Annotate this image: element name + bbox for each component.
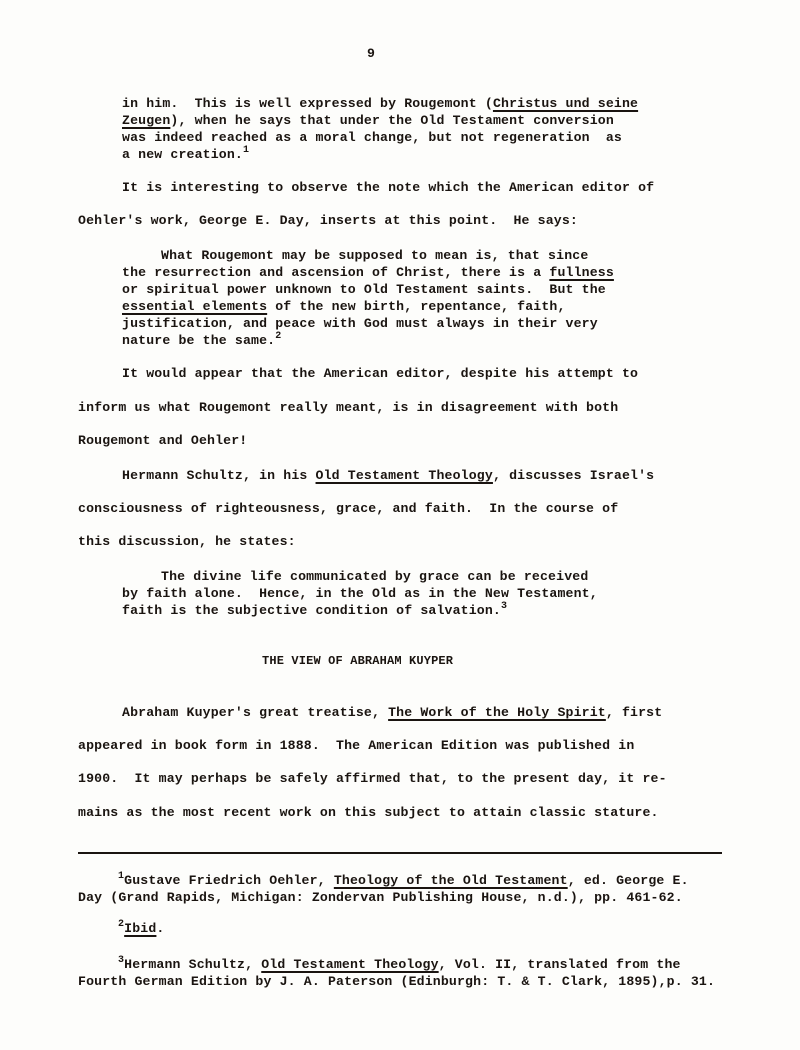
footnote-line — [118, 921, 165, 939]
text-run: Hermann Schultz, in his — [122, 468, 316, 483]
text-run: of the new birth, repentance, faith, — [267, 299, 566, 314]
book-title-oehler: Theology of the Old Testament — [333, 873, 568, 888]
book-title-zeugen: Zeugen — [122, 113, 171, 128]
footnote-line: Day (Grand Rapids, Michigan: Zondervan Publishing House, n.d.), pp. 461-62. — [78, 890, 683, 905]
text-run: , ed. George E. — [567, 873, 689, 888]
page-number: 9 — [367, 46, 376, 61]
quote-line — [122, 265, 614, 281]
paragraph-line: appeared in book form in 1888. The American Edition was published in — [78, 738, 635, 753]
text-run: the resurrection and ascension of Christ, there is a — [122, 265, 550, 280]
book-title-work-holy-spirit: The Work of the Holy Spirit — [388, 705, 606, 720]
quote-line: by faith alone. Hence, in the Old as in the New Testament, — [122, 586, 598, 601]
footnote-marker: 3 — [501, 601, 508, 612]
footnote-line: Fourth German Edition by J. A. Paterson (Edinburgh: T. & T. Clark, 1895),p. 31. — [78, 974, 716, 989]
paragraph-line: Rougemont and Oehler! — [78, 433, 248, 448]
paragraph-line — [122, 147, 249, 165]
paragraph-line: inform us what Rougemont really meant, is in disagreement with both — [78, 400, 619, 415]
text-run: Hermann Schultz, — [124, 957, 262, 972]
footnote-line — [118, 957, 681, 975]
quote-line: or spiritual power unknown to Old Testament saints. But the — [122, 282, 606, 297]
text-run: Abraham Kuyper's great treatise, — [122, 705, 389, 720]
footnote-marker: 2 — [275, 331, 282, 342]
paragraph-line: It is interesting to observe the note which the American editor of — [122, 180, 655, 195]
paragraph-line — [122, 96, 638, 112]
quote-line: justification, and peace with God must always in their very — [122, 316, 598, 331]
paragraph-line: 1900. It may perhaps be safely affirmed that, to the present day, it re- — [78, 771, 667, 786]
paragraph-line: Oehler's work, George E. Day, inserts at this point. He says: — [78, 213, 578, 228]
footnote-number: 3 — [118, 955, 125, 966]
emphasis-essential-elements: essential elements — [122, 299, 268, 314]
book-title-schultz: Old Testament Theology — [261, 957, 439, 972]
quote-line — [122, 333, 281, 351]
quote-line: The divine life communicated by grace can be received — [161, 569, 589, 584]
paragraph-line — [122, 705, 662, 721]
text-run: faith is the subjective condition of salvation. — [122, 603, 501, 618]
text-run: nature be the same. — [122, 333, 276, 348]
emphasis-fullness: fullness — [549, 265, 614, 280]
section-heading: THE VIEW OF ABRAHAM KUYPER — [262, 654, 454, 668]
paragraph-line: mains as the most recent work on this subject to attain classic stature. — [78, 805, 659, 820]
text-run: , Vol. II, translated from the — [438, 957, 681, 972]
quote-line: What Rougemont may be supposed to mean is, that since — [161, 248, 589, 263]
paragraph-line: this discussion, he states: — [78, 534, 296, 549]
book-title-ot-theology: Old Testament Theology — [315, 468, 493, 483]
book-title-christus: Christus und seine — [492, 96, 639, 111]
paragraph-line: consciousness of righteousness, grace, and faith. In the course of — [78, 501, 619, 516]
paragraph-line — [122, 468, 654, 484]
paragraph-line — [122, 113, 614, 129]
quote-line — [122, 299, 566, 315]
text-run: . — [156, 921, 165, 936]
footnote-number: 1 — [118, 871, 125, 882]
footnote-rule — [78, 852, 722, 854]
text-run: Gustave Friedrich Oehler, — [124, 873, 334, 888]
text-run: in him. This is well expressed by Rougemont ( — [122, 96, 493, 111]
ibid-reference: Ibid — [124, 921, 157, 936]
footnote-number: 2 — [118, 919, 125, 930]
paragraph-line: It would appear that the American editor, despite his attempt to — [122, 366, 639, 381]
text-run: a new creation. — [122, 147, 243, 162]
text-run: , discusses Israel's — [492, 468, 655, 483]
footnote-marker: 1 — [242, 145, 250, 156]
text-run: , first — [605, 705, 663, 720]
quote-line — [122, 603, 507, 621]
paragraph-line: was indeed reached as a moral change, but not regeneration as — [122, 130, 622, 145]
text-run: ), when he says that under the Old Testament conversion — [170, 113, 614, 128]
footnote-line — [118, 873, 689, 891]
